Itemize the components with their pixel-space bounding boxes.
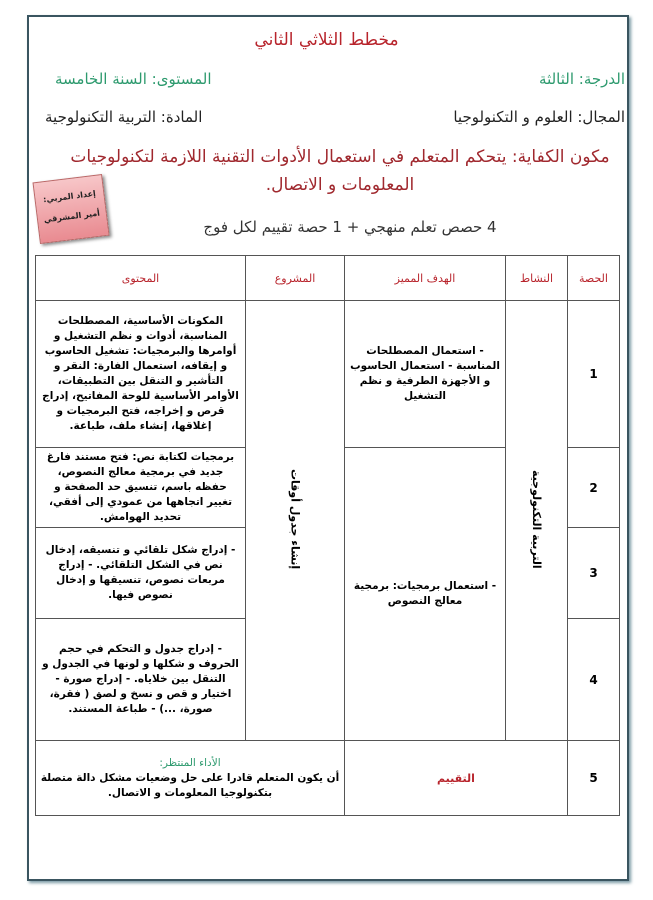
header-content: المحتوى bbox=[36, 256, 246, 301]
session-number: 2 bbox=[568, 448, 620, 528]
session-number: 4 bbox=[568, 619, 620, 741]
expected-performance: أن يكون المتعلم قادرا على حل وضعيات مشكل دالة متصلة بتكنولوجيا المعلومات و الاتصال. bbox=[40, 771, 340, 799]
sticker-label: إعداد المربي: bbox=[42, 188, 97, 205]
content-2: برمجيات لكتابة نص: فتح مستند فارغ جديد في برمجية معالج النصوص، حفظه باسم، تنسيق حد الصفحة و تغيير اتجاهها من عمودي إلى أفقي، تحديد الهوامش. bbox=[36, 448, 246, 528]
session-number: 3 bbox=[568, 528, 620, 619]
expected-label: الأداء المنتظر: bbox=[159, 756, 221, 769]
project-cell bbox=[246, 301, 345, 741]
subject: المادة: التربية التكنولوجية bbox=[45, 108, 203, 126]
evaluation-content bbox=[36, 741, 345, 816]
project: إنشاء جدول أوقات bbox=[288, 468, 302, 570]
competence: مكون الكفاية: يتحكم المتعلم في استعمال الأدوات التقنية اللازمة لتكنولوجيات المعلومات و الاتصال. bbox=[70, 147, 610, 195]
goal-1: - استعمال المصطلحات المناسبة - استعمال الحاسوب و الأجهزة الطرفية و نظم التشغيل bbox=[345, 301, 506, 448]
header-goal: الهدف المميز bbox=[345, 256, 506, 301]
header-activity: النشاط bbox=[506, 256, 568, 301]
content-3: - إدراج شكل تلقائي و تنسيقه، إدخال نص في الشكل التلقائي. - إدراج مربعات نصوص، تنسيقها و إدخال نصوص فيها. bbox=[36, 528, 246, 619]
plan-table bbox=[35, 255, 620, 816]
level: المستوى: السنة الخامسة bbox=[55, 70, 212, 88]
activity: التربية التكنولوجية bbox=[530, 469, 543, 569]
sticker-author: أمير المشرقي bbox=[43, 208, 101, 225]
degree: الدرجة: الثالثة bbox=[539, 70, 625, 88]
session-number: 1 bbox=[568, 301, 620, 448]
activity-cell bbox=[506, 301, 568, 741]
goal-2: - استعمال برمجيات: برمجية معالج النصوص bbox=[345, 448, 506, 741]
page-title: مخطط الثلاثي الثاني bbox=[254, 30, 399, 50]
domain: المجال: العلوم و التكنولوجيا bbox=[453, 108, 625, 126]
content-4: - إدراج جدول و التحكم في حجم الحروف و شكلها و لونها في الجدول و التنقل بين خلاياه. - إدراج صورة - اختيار و قص و نسخ و لصق ( فقرة، صورة، ...) - طباعة المستند. bbox=[36, 619, 246, 741]
author-sticker bbox=[32, 174, 109, 244]
sessions-summary: 4 حصص تعلم منهجي + 1 حصة تقييم لكل فوج bbox=[203, 218, 497, 236]
header-project: المشروع bbox=[246, 256, 345, 301]
evaluation-label: التقييم bbox=[345, 741, 568, 816]
session-number: 5 bbox=[568, 741, 620, 816]
content-1: المكونات الأساسية، المصطلحات المناسبة، أدوات و نظم التشغيل و أوامرها والبرمجيات: تشغيل الحاسوب و إيقافه، استعمال الفارة: النقر و التأشير و التنقل بين التطبيقات، الأوامر الأساسية للوحة المفاتيح، إدراج قرص و إخراجه، فتح البرمجيات و إغلاقها، إنشاء ملف، طباعة. bbox=[36, 301, 246, 448]
header-session: الحصة bbox=[568, 256, 620, 301]
